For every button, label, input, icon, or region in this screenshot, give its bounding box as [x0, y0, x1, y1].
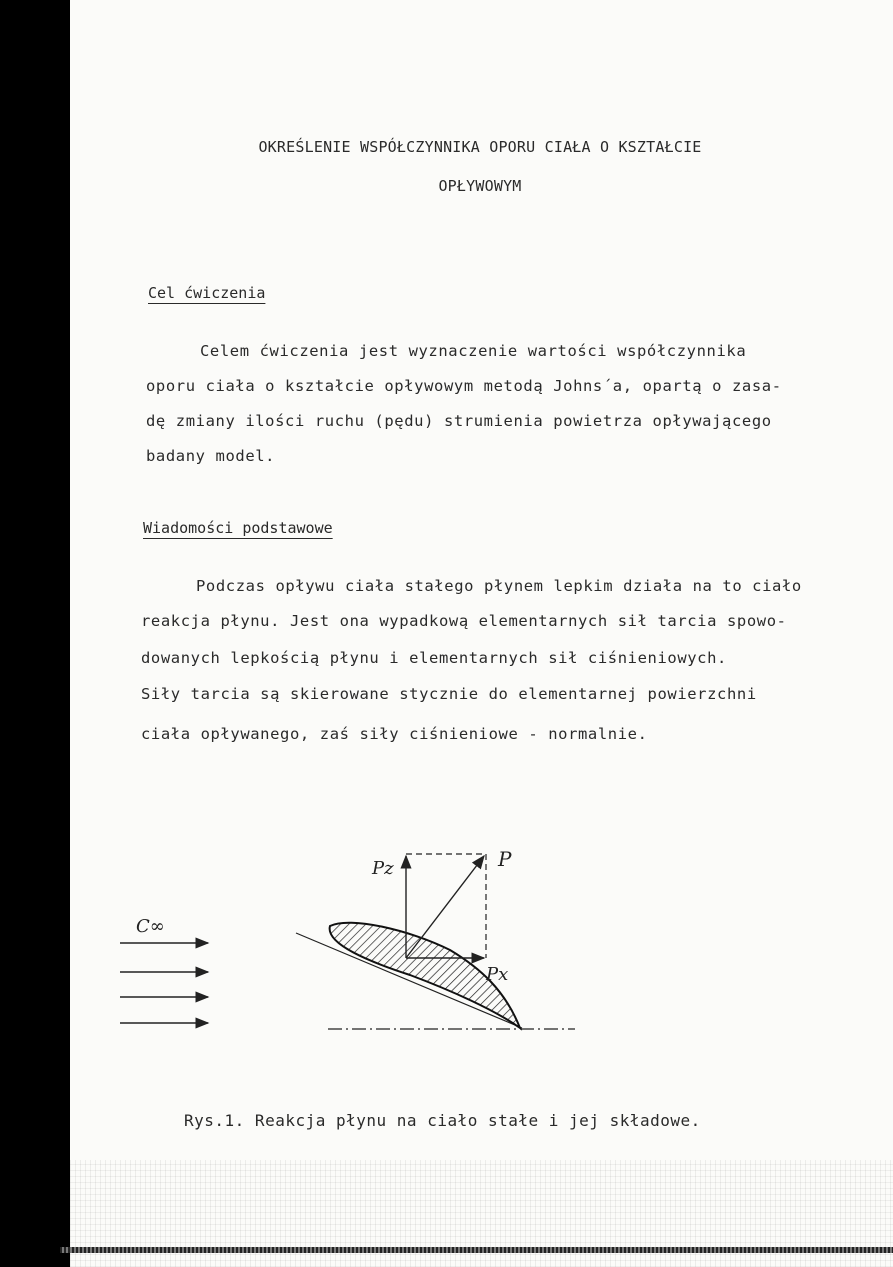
p-resultant-arrow [406, 856, 484, 958]
paragraph-line: Celem ćwiczenia jest wyznaczenie wartości współczynnika [200, 342, 747, 360]
document-title: OKREŚLENIE WSPÓŁCZYNNIKA OPORU CIAŁA O KSZTAŁCIE [258, 138, 702, 156]
paragraph-line: dę zmiany ilości ruchu (pędu) strumienia powietrza opływającego [146, 412, 772, 430]
scan-binding-edge [0, 0, 70, 1267]
horizontal-component-label: Px [486, 964, 509, 985]
section-heading-basics: Wiadomości podstawowe [143, 519, 333, 537]
paragraph-line: oporu ciała o kształcie opływowym metodą Johns´a, opartą o zasa- [146, 377, 782, 395]
freestream-velocity-label: C∞ [136, 916, 165, 937]
airfoil-force-diagram [110, 840, 590, 1050]
paragraph-line: badany model. [146, 447, 276, 465]
figure-caption: Rys.1. Reakcja płynu na ciało stałe i jej składowe. [184, 1111, 701, 1130]
paragraph-line: Siły tarcia są skierowane stycznie do elementarnej powierzchni [141, 685, 757, 703]
resultant-force-label: P [498, 847, 512, 871]
paragraph-line: dowanych lepkością płynu i elementarnych sił ciśnieniowych. [141, 649, 727, 667]
scan-noise-footer [60, 1160, 893, 1267]
document-title-continued: OPŁYWOWYM [438, 177, 522, 195]
paragraph-line: reakcja płynu. Jest ona wypadkową elementarnych sił tarcia spowo- [141, 612, 787, 630]
freestream-arrows [120, 943, 208, 1023]
paragraph-line: Podczas opływu ciała stałego płynem lepkim działa na to ciało [196, 577, 802, 595]
paragraph-line: ciała opływanego, zaś siły ciśnieniowe - normalnie. [141, 725, 648, 743]
vertical-component-label: Pz [372, 858, 394, 879]
section-heading-goal: Cel ćwiczenia [148, 284, 266, 302]
